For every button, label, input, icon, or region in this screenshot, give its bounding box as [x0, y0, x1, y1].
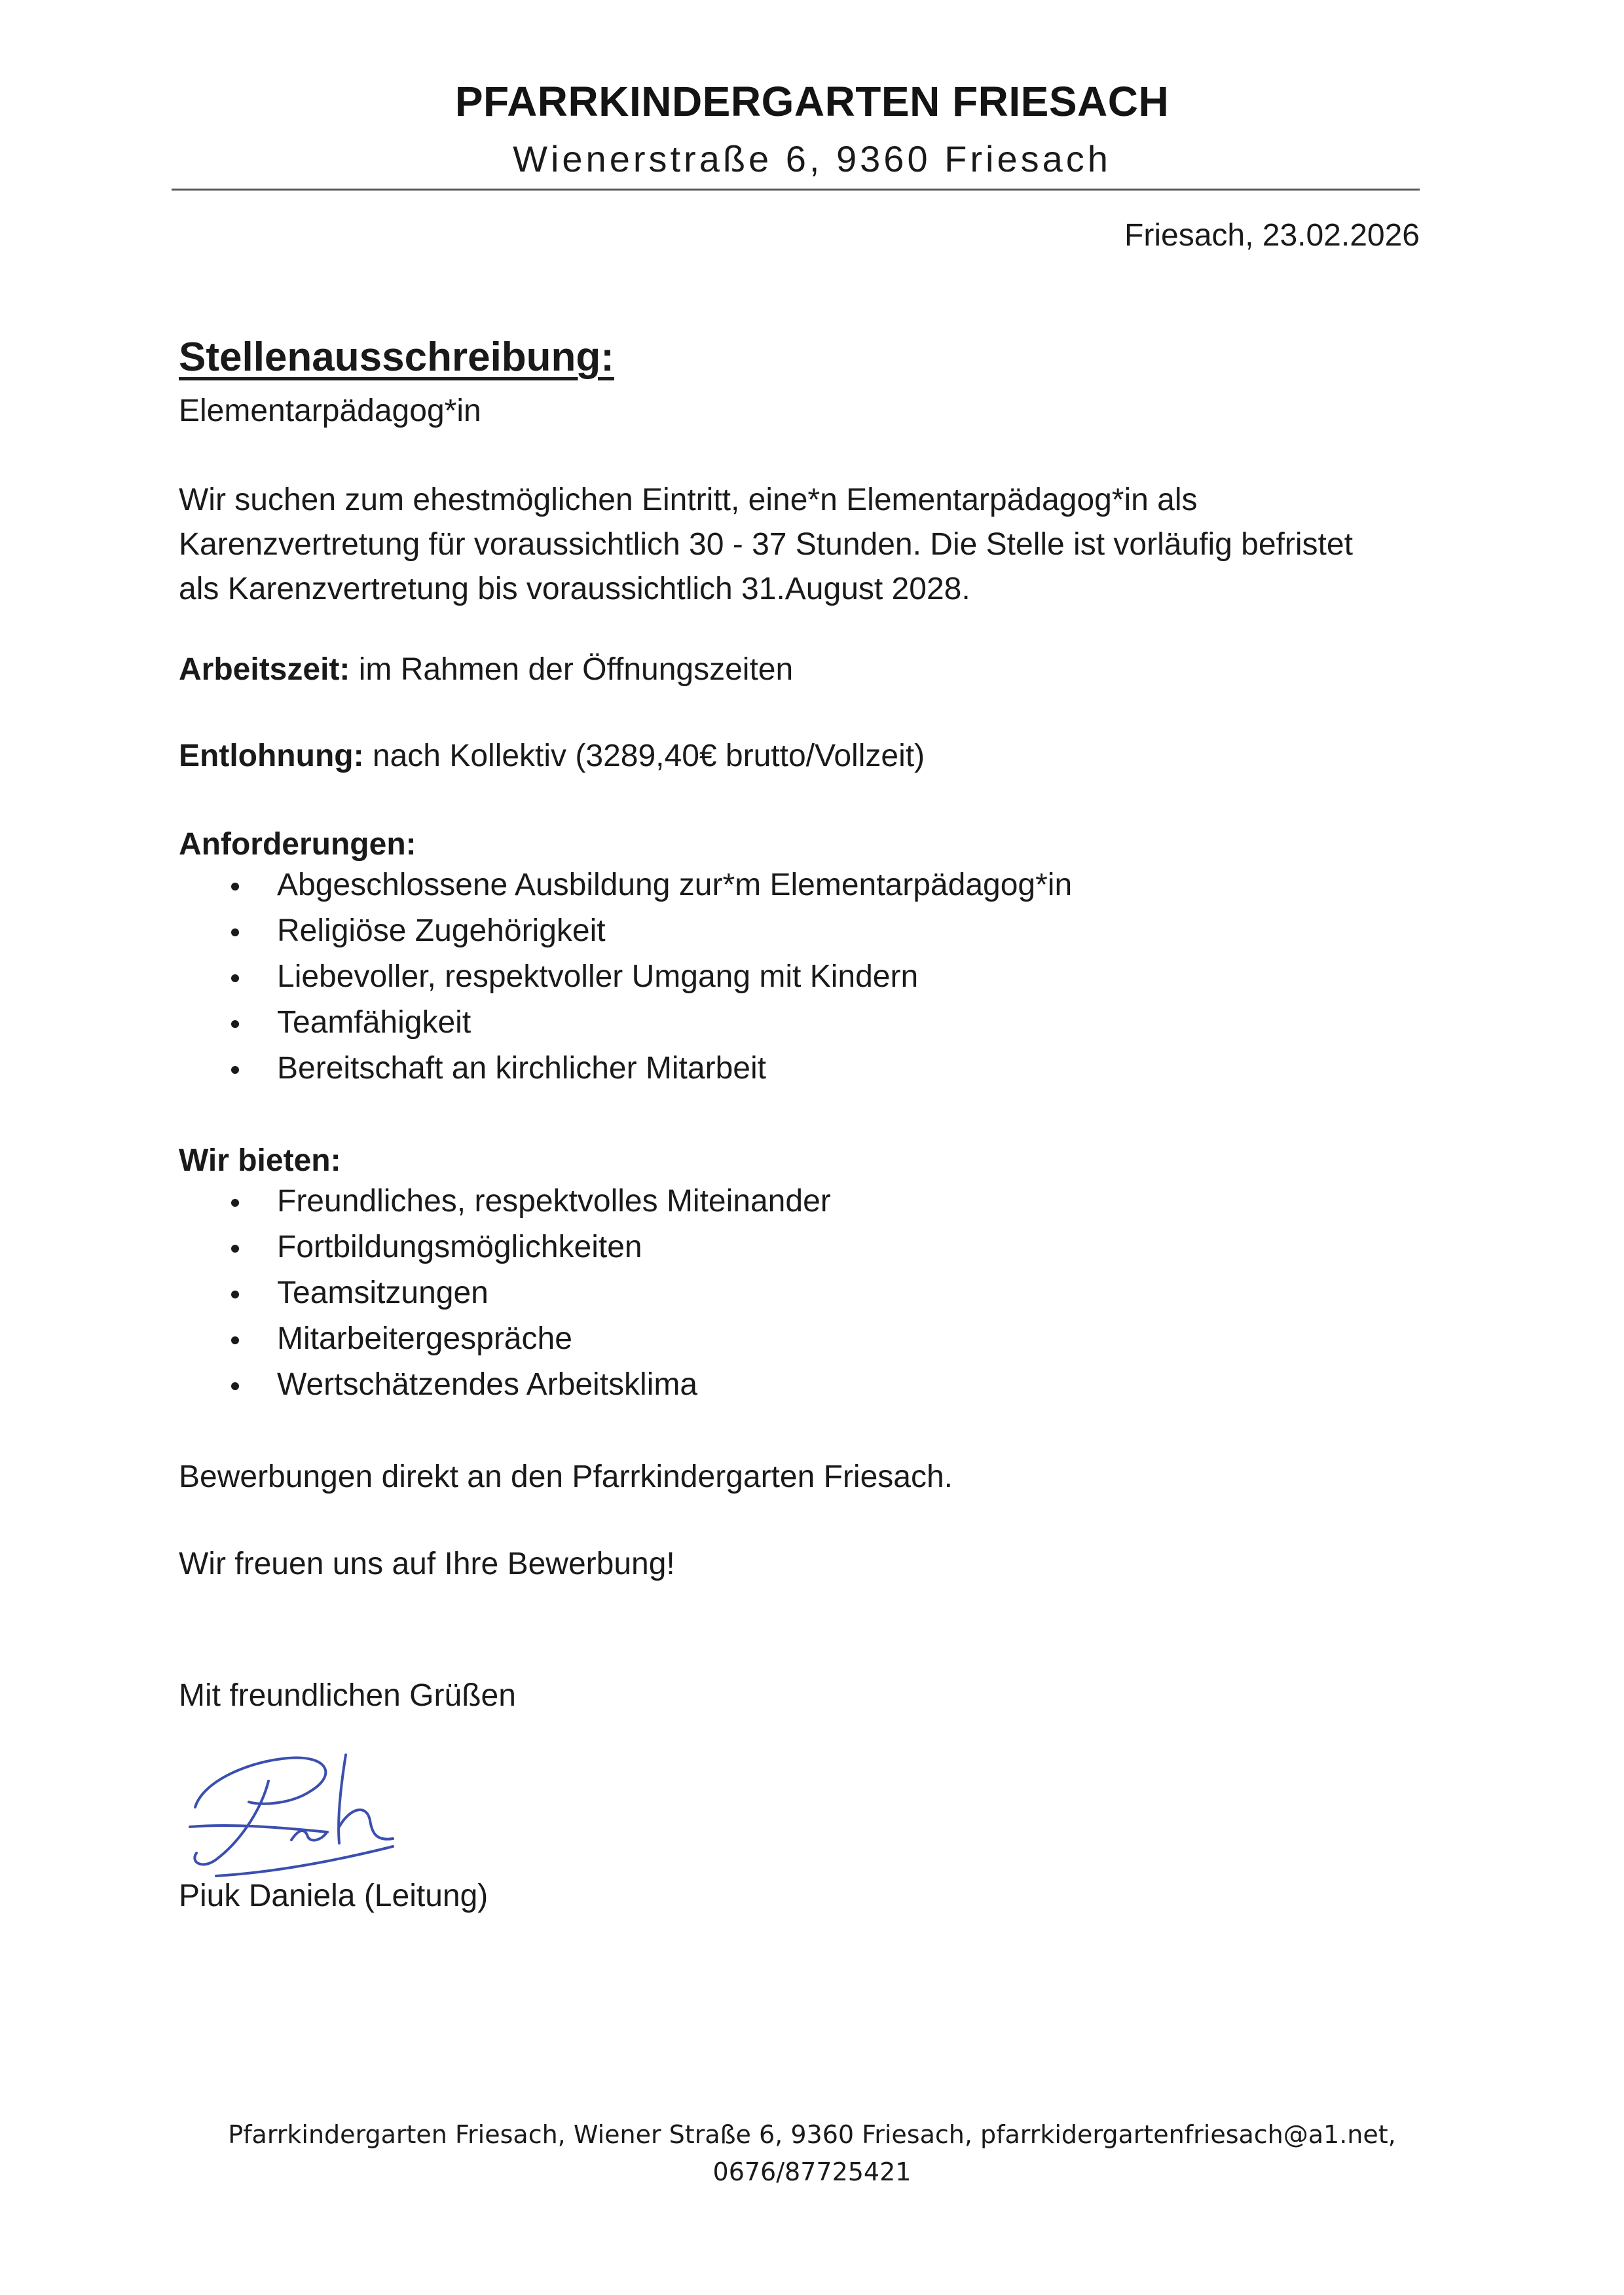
footer-phone: 0676/87725421: [712, 2157, 912, 2186]
header-divider: [172, 189, 1420, 191]
position-title: Elementarpädagog*in: [179, 394, 481, 428]
bewerbungen-text: Bewerbungen direkt an den Pfarrkindergarten Friesach.: [179, 1460, 953, 1494]
signatory-name: Piuk Daniela (Leitung): [179, 1879, 489, 1913]
intro-line: Karenzvertretung für voraussichtlich 30 - 37 Stunden. Die Stelle ist vorläufig befristet: [179, 527, 1353, 562]
list-item: Teamsitzungen: [179, 1270, 831, 1316]
bullet-icon: [231, 928, 239, 936]
arbeitszeit-field: [179, 652, 793, 688]
arbeitszeit-value: im Rahmen der Öffnungszeiten: [350, 652, 794, 687]
bullet-icon: [231, 1020, 239, 1028]
bullet-icon: [231, 883, 239, 890]
wir-bieten-list: [179, 1179, 831, 1408]
list-item: Liebevoller, respektvoller Umgang mit Kindern: [179, 954, 1072, 1000]
list-item: Fortbildungsmöglichkeiten: [179, 1224, 831, 1270]
entlohnung-value: nach Kollektiv (3289,40€ brutto/Vollzeit): [363, 739, 925, 773]
bullet-icon: [231, 1336, 239, 1344]
closing-greeting: Mit freundlichen Grüßen: [179, 1678, 516, 1713]
intro-line: als Karenzvertretung bis voraussichtlich 31.August 2028.: [179, 572, 970, 606]
bullet-icon: [231, 974, 239, 982]
list-item: Abgeschlossene Ausbildung zur*m Elementarpädagog*in: [179, 862, 1072, 908]
document-title: Stellenausschreibung:: [179, 335, 614, 380]
anforderungen-heading: Anforderungen:: [179, 827, 416, 862]
list-item: Mitarbeitergespräche: [179, 1316, 831, 1362]
entlohnung-field: [179, 738, 925, 774]
wir-bieten-heading: Wir bieten:: [179, 1143, 341, 1178]
org-name: PFARRKINDERGARTEN FRIESACH: [454, 78, 1170, 125]
bullet-icon: [231, 1066, 239, 1074]
intro-paragraph: [179, 478, 1436, 612]
signature-icon: [177, 1729, 465, 1879]
bullet-icon: [231, 1382, 239, 1390]
arbeitszeit-label: Arbeitszeit:: [179, 652, 350, 687]
list-item: Teamfähigkeit: [179, 1000, 1072, 1046]
closing-sentence: Wir freuen uns auf Ihre Bewerbung!: [179, 1547, 675, 1581]
bullet-icon: [231, 1291, 239, 1298]
footer-contact-line: Pfarrkindergarten Friesach, Wiener Straße 6, 9360 Friesach, pfarrkidergartenfriesach@a1.net,: [228, 2120, 1396, 2149]
document-date: Friesach, 23.02.2026: [1124, 218, 1420, 253]
anforderungen-list: [179, 862, 1072, 1092]
intro-line: Wir suchen zum ehestmöglichen Eintritt, eine*n Elementarpädagog*in als: [179, 483, 1198, 517]
org-address: Wienerstraße 6, 9360 Friesach: [513, 138, 1111, 179]
list-item: Freundliches, respektvolles Miteinander: [179, 1179, 831, 1224]
entlohnung-label: Entlohnung:: [179, 739, 364, 773]
bullet-icon: [231, 1199, 239, 1207]
list-item: Bereitschaft an kirchlicher Mitarbeit: [179, 1046, 1072, 1092]
bullet-icon: [231, 1245, 239, 1253]
list-item: Wertschätzendes Arbeitsklima: [179, 1362, 831, 1408]
list-item: Religiöse Zugehörigkeit: [179, 908, 1072, 954]
